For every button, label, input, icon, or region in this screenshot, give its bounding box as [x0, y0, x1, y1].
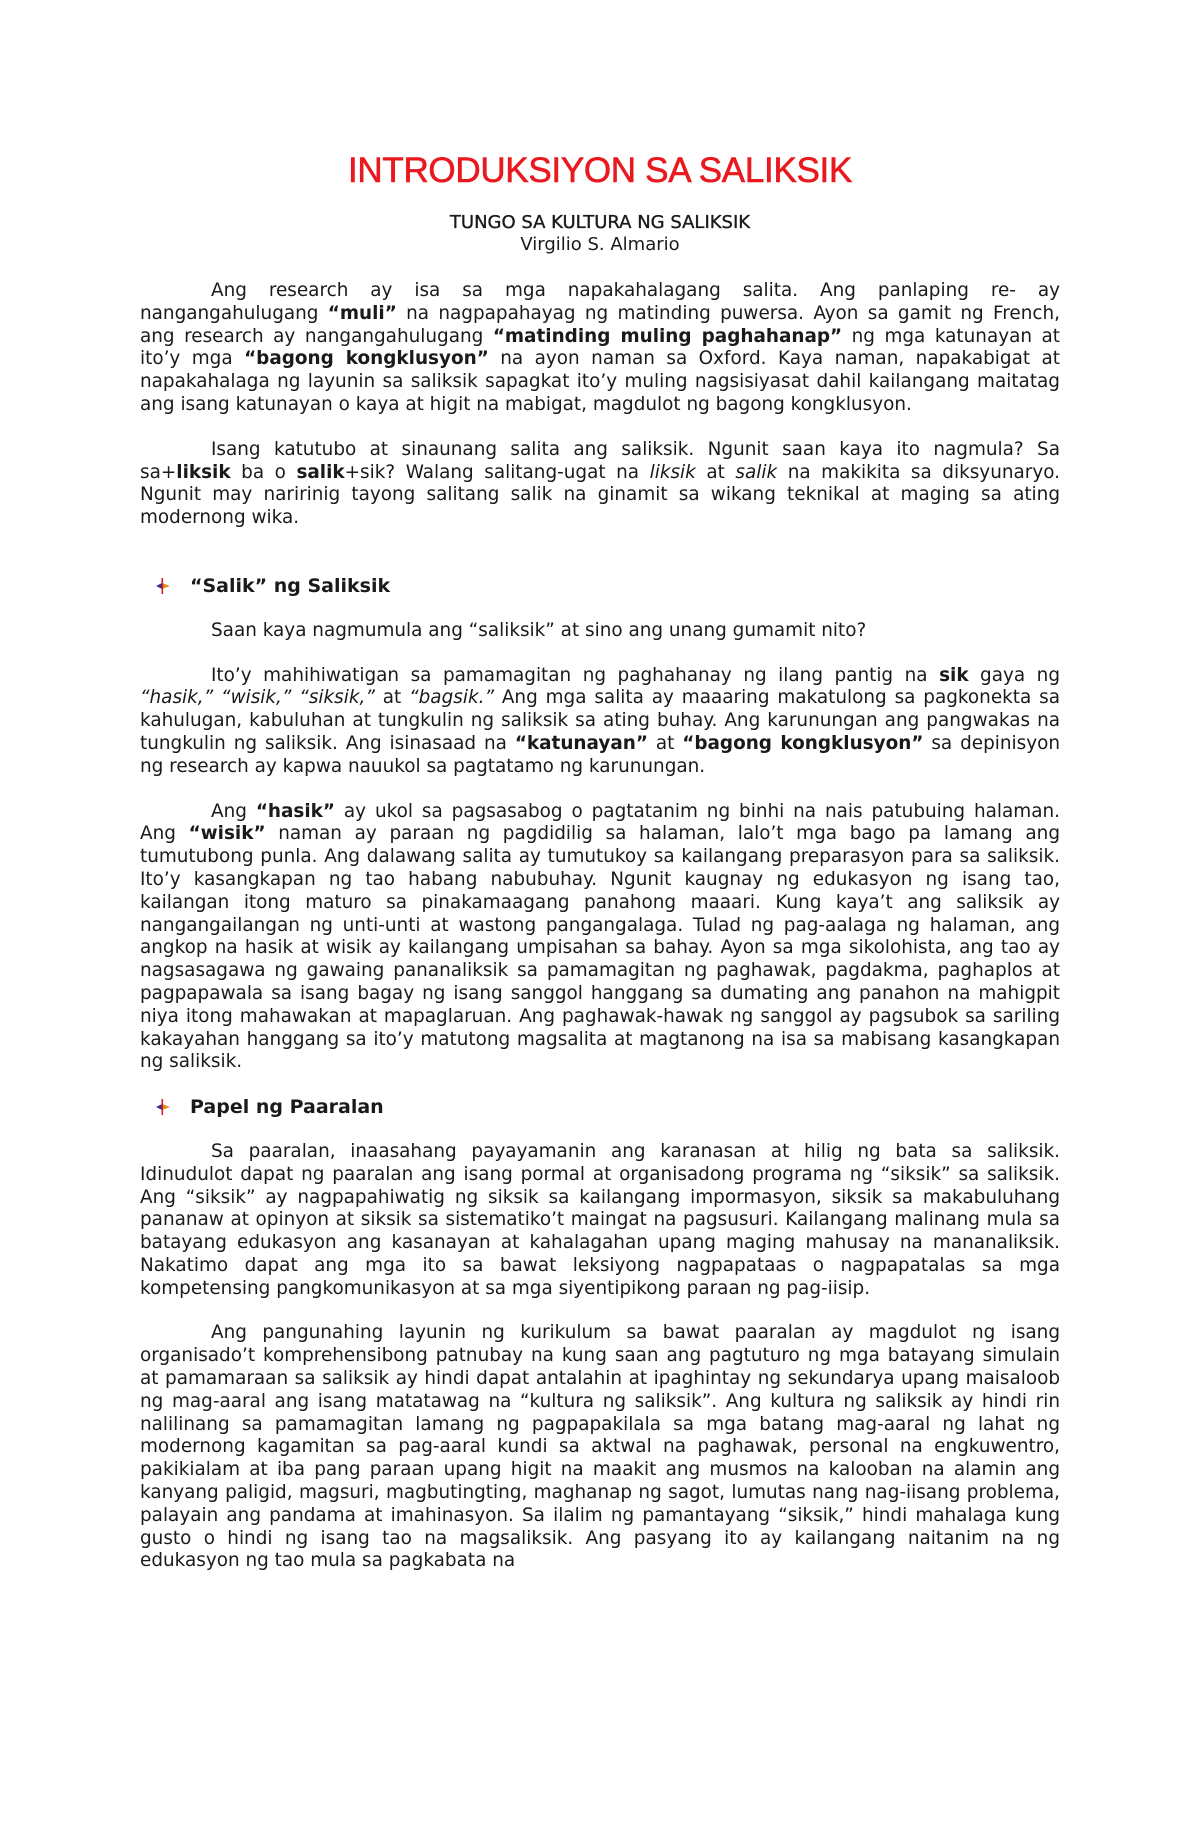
text-run: ng mga katunayan at ito’y mga	[140, 325, 1061, 370]
subtitle-block	[140, 212, 1060, 256]
text-run: Ang research ay isa sa mga napakahalagang salita. Ang panlaping re- ay nangangahulugang	[140, 280, 1060, 324]
section-salik	[140, 575, 1060, 1074]
bold-term: “wisik”	[188, 823, 266, 845]
section-papel	[140, 1096, 1060, 1573]
bullet-arrow-icon	[155, 1099, 171, 1115]
text-run: Saan kaya nagmumula ang “saliksik” at sino ang unang gumamit nito?	[211, 619, 867, 641]
paragraph	[140, 801, 1060, 1075]
bold-term: “matinding muling paghahanap”	[492, 325, 843, 347]
text-run: Ang	[211, 800, 256, 822]
section-heading	[140, 1096, 1060, 1119]
paragraph	[140, 665, 1060, 779]
document-page	[140, 150, 1060, 1573]
section-heading-label: Papel ng Paaralan	[190, 1096, 384, 1119]
text-run: at	[374, 687, 410, 709]
text-run: gaya ng	[968, 664, 1061, 686]
section-heading-label: “Salik” ng Saliksik	[190, 574, 391, 597]
text-run: Isang katutubo at sinaunang salita ang saliksik. Ngunit saan kaya ito nagmula? Sa sa+	[140, 438, 1060, 483]
text-run: naman ay paraan ng pagdidilig sa halaman, lalo’t mga bago pa lamang ang tumutubong punla. Ang dalawang salita ay tumutukoy sa kailangang preparasyon para sa saliksik. Ito’y kasangkapan ng tao habang nabubuhay. Ngunit kaugnay ng edukasyon ng isang tao, kailangan itong maturo sa pinakamaagang panahong maaari. Kung kaya’t ang saliksik ay nangangailangan ng unti-unti at wastong pangangalaga. Tulad ng pag-aalaga ng halaman, ang angkop na hasik at wisik ay kailangang umpisahan sa bahay. Ayon sa mga sikolohista, ang tao ay nagsasagawa ng gawaing pananaliksik sa pamamagitan ng paghawak, pagdakma, paghaplos at pagpapawala sa isang bagay ng isang sanggol hanggang sa dumating ang panahon na mahigpit niya itong mahawakan at mapaglaruan. Ang paghawak-hawak ng sanggol ay pagsubok sa sariling kakayahan hanggang sa ito’y matutong magsalita at magtanong na isa sa mabisang kasangkapan ng saliksik.	[140, 823, 1060, 1073]
italic-term: “hasik,” “wisik,” “siksik,”	[140, 687, 375, 709]
section-heading	[140, 575, 1060, 598]
author: Virgilio S. Almario	[520, 234, 680, 255]
bullet-arrow-icon	[155, 578, 171, 594]
paragraph	[140, 1141, 1060, 1301]
text-run: +sik? Walang salitang-ugat na	[344, 461, 650, 483]
text-run: Sa paaralan, inaasahang payayamanin ang karanasan at hilig ng bata sa saliksik. Idinudulot dapat ng paaralan ang isang pormal at organisadong programa ng “siksik” sa saliksik. Ang “siksik” ay nagpapahiwatig ng siksik sa kailangang impormasyon, siksik sa makabuluhang pananaw at opinyon at siksik sa sistematiko’t maingat na pagsusuri. Kailangang malinang mula sa batayang edukasyon ang kasanayan at kahalagahan upang maging mahusay na mananaliksik. Nakatimo dapat ang mga ito sa bawat leksiyong nagpapataas o nagpapatalas sa mga kompetensing pangkomunikasyon at sa mga siyentipikong paraan ng pag-iisip.	[140, 1140, 1060, 1299]
text-run: ay ukol sa pagsasabog o pagtatanim ng binhi na nais patubuing halaman. Ang	[140, 800, 1060, 845]
bold-term: “hasik”	[255, 800, 335, 822]
paragraph	[140, 280, 1060, 417]
bold-term: sik	[939, 664, 969, 686]
bold-term: salik	[296, 461, 345, 483]
bold-term: “bagong kongklusyon”	[682, 732, 924, 754]
italic-term: salik	[735, 461, 778, 483]
italic-term: liksik	[649, 461, 696, 483]
text-run: Ang mga salita ay maaaring makatulong sa pagkonekta sa kahulugan, kabuluhan at tungkulin ng saliksik sa ating buhay. Ang karunungan ang pangwakas na tungkulin ng saliksik. Ang isinasaad na	[140, 687, 1060, 754]
bold-term: “katunayan”	[514, 732, 648, 754]
italic-term: “bagsik.”	[409, 687, 494, 709]
bold-term: “bagong kongklusyon”	[244, 348, 489, 370]
paragraph	[140, 1322, 1060, 1573]
text-run: at	[695, 461, 736, 483]
text-run: na nagpapahayag ng matinding puwersa. Ayon sa gamit ng French, ang research ay nangangahulugang	[140, 302, 1060, 347]
bold-term: “muli”	[327, 302, 397, 324]
subtitle: TUNGO SA KULTURA NG SALIKSIK	[449, 212, 751, 233]
text-run: na ayon naman sa Oxford. Kaya naman, napakabigat at napakahalaga ng layunin sa saliksik sapagkat ito’y muling nagsisiyasat dahil kailangang maitatag ang isang katunayan o kaya at higit na mabigat, magdulot ng bagong kongklusyon.	[140, 348, 1060, 415]
text-run: na makikita sa diksyunaryo. Ngunit may naririnig tayong salitang salik na ginamit sa wikang teknikal at maging sa ating modernong wika.	[140, 461, 1060, 529]
section-intro	[140, 280, 1060, 530]
paragraph	[140, 620, 1060, 643]
paragraph	[140, 439, 1060, 530]
text-run: Ang pangunahing layunin ng kurikulum sa bawat paaralan ay magdulot ng isang organisado’t komprehensibong patnubay na kung saan ang pagtuturo ng mga batayang simulain at pamamaraan sa saliksik ay hindi dapat antalahin at ipaghintay ng sekundarya upang maisaloob ng mag-aaral ang isang matatawag na “kultura ng saliksik”. Ang kultura ng saliksik ay hindi rin nalilinang sa pamamagitan lamang ng pagpapakilala sa mga batang mag-aaral ng lahat ng modernong kagamitan sa pag-aaral kundi sa aktwal na paghawak, personal na engkuwentro, pakikialam at iba pang paraan upang higit na maakit ang musmos na kalooban na alamin ang kanyang paligid, magsuri, magbutingting, maghanap ng sagot, lumutas nang nag-iisang problema, palayain ang pandama at imahinasyon. Sa ilalim ng pamantayang “siksik,” hindi mahalaga kung gusto o hindi ng isang tao na magsaliksik. Ang pasyang ito ay kailangang naitanim na ng edukasyon ng tao mula sa pagkabata na	[140, 1322, 1060, 1572]
document-title: INTRODUKSIYON SA SALIKSIK	[347, 151, 853, 190]
bold-term: liksik	[176, 461, 231, 483]
text-run: sa depinisyon ng research ay kapwa nauukol sa pagtatamo ng karunungan.	[140, 732, 1061, 777]
text-run: ba o	[230, 461, 297, 483]
text-run: Ito’y mahihiwatigan sa pamamagitan ng paghahanay ng ilang pantig na	[211, 664, 940, 686]
text-run: at	[647, 732, 683, 754]
